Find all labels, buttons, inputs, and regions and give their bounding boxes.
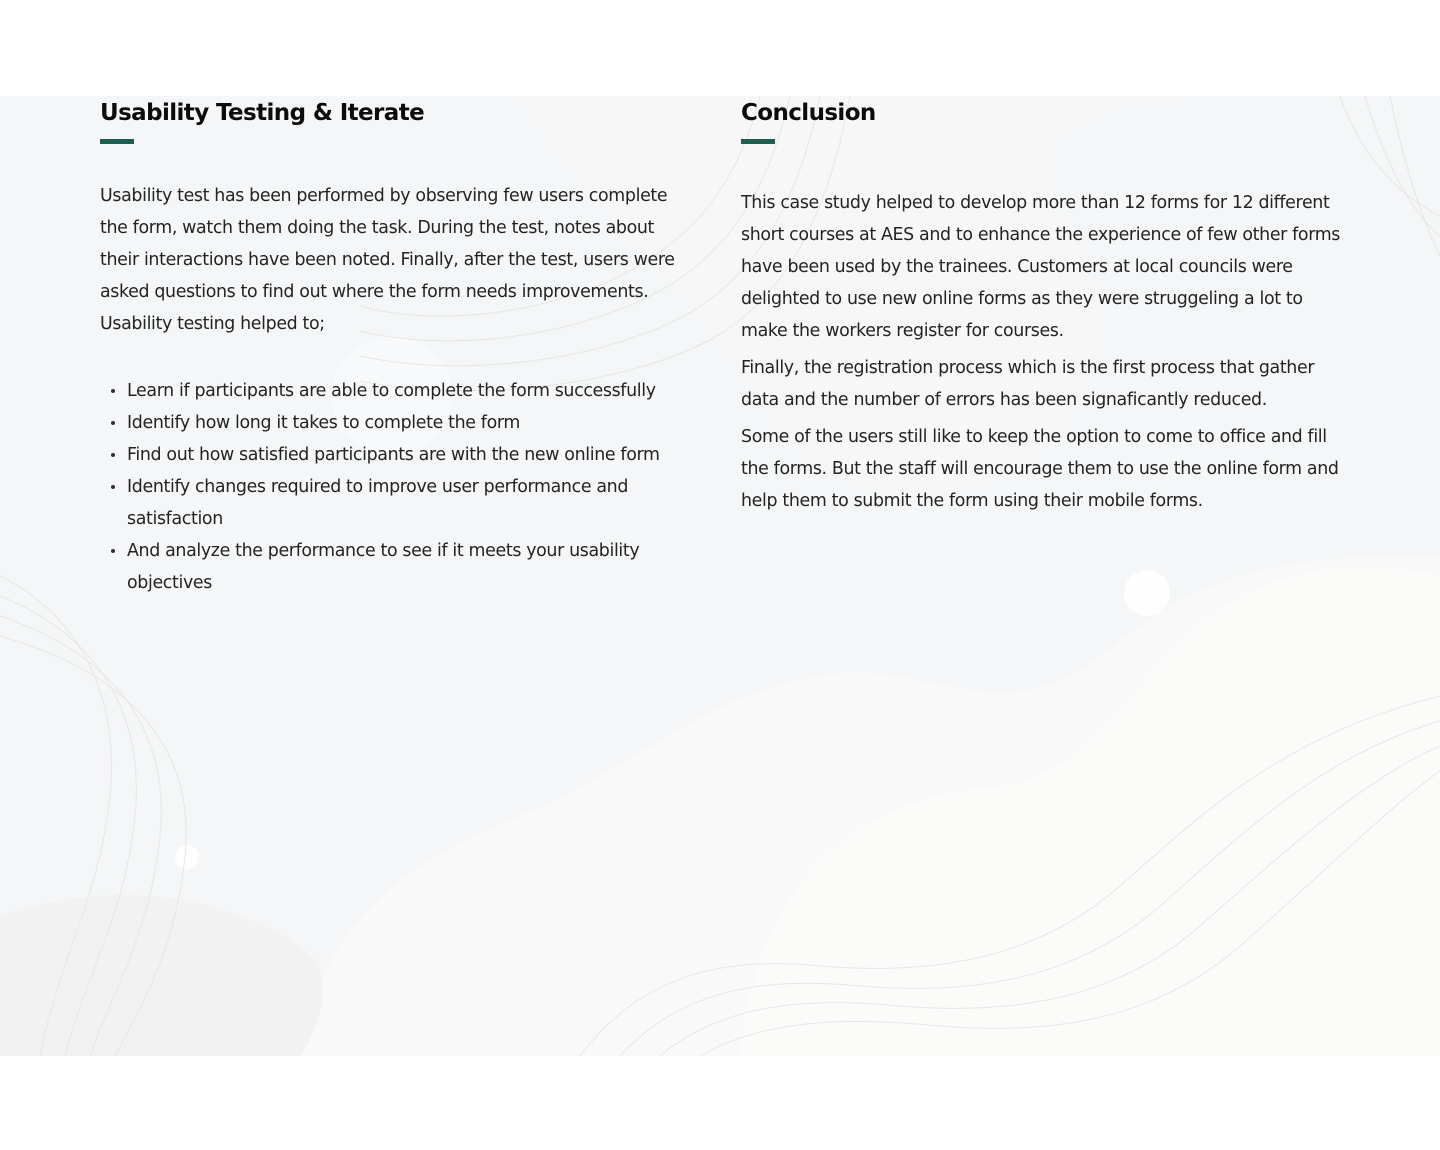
conclusion-heading: Conclusion (741, 100, 876, 126)
list-item-text: Find out how satisfied participants are with the new online form (127, 445, 660, 465)
bullet-icon (111, 485, 115, 489)
bullet-icon (111, 549, 115, 553)
list-item (100, 471, 690, 535)
list-item-text: Identify how long it takes to complete the form (127, 413, 520, 433)
list-item (100, 375, 690, 407)
list-item (100, 407, 690, 439)
conclusion-paragraph: Some of the users still like to keep the option to come to office and fill the forms. But the staff will encourage them to use the online form and help them to submit the form using their mobile forms. (741, 427, 1339, 511)
usability-benefits-list (100, 375, 690, 599)
heading-accent-bar (741, 139, 775, 144)
usability-testing-heading: Usability Testing & Iterate (100, 100, 425, 126)
bullet-icon (111, 421, 115, 425)
conclusion-section (741, 96, 1351, 517)
list-item (100, 439, 690, 471)
list-item-text: Learn if participants are able to complete the form successfully (127, 381, 656, 401)
heading-accent-bar (100, 139, 134, 144)
bullet-icon (111, 453, 115, 457)
list-item (100, 535, 690, 599)
bullet-icon (111, 389, 115, 393)
conclusion-paragraph: Finally, the registration process which is the first process that gather data and the number of errors has been signaficantly reduced. (741, 358, 1315, 410)
usability-testing-section (100, 96, 690, 599)
list-item-text: And analyze the performance to see if it meets your usability objectives (127, 541, 640, 593)
conclusion-paragraph: This case study helped to develop more than 12 forms for 12 different short courses at AES and to enhance the experience of few other forms have been used by the trainees. Customers at local councils were delighted to use new online forms as they were struggeling a lot to make the workers register for courses. (741, 193, 1341, 341)
list-item-text: Identify changes required to improve user performance and satisfaction (127, 477, 629, 529)
usability-intro-paragraph: Usability test has been performed by observing few users complete the form, watch them doing the task. During the test, notes about their interactions have been noted. Finally, after the test, users were asked questions to find out where the form needs improvements. Usability testing helped to; (100, 186, 675, 334)
